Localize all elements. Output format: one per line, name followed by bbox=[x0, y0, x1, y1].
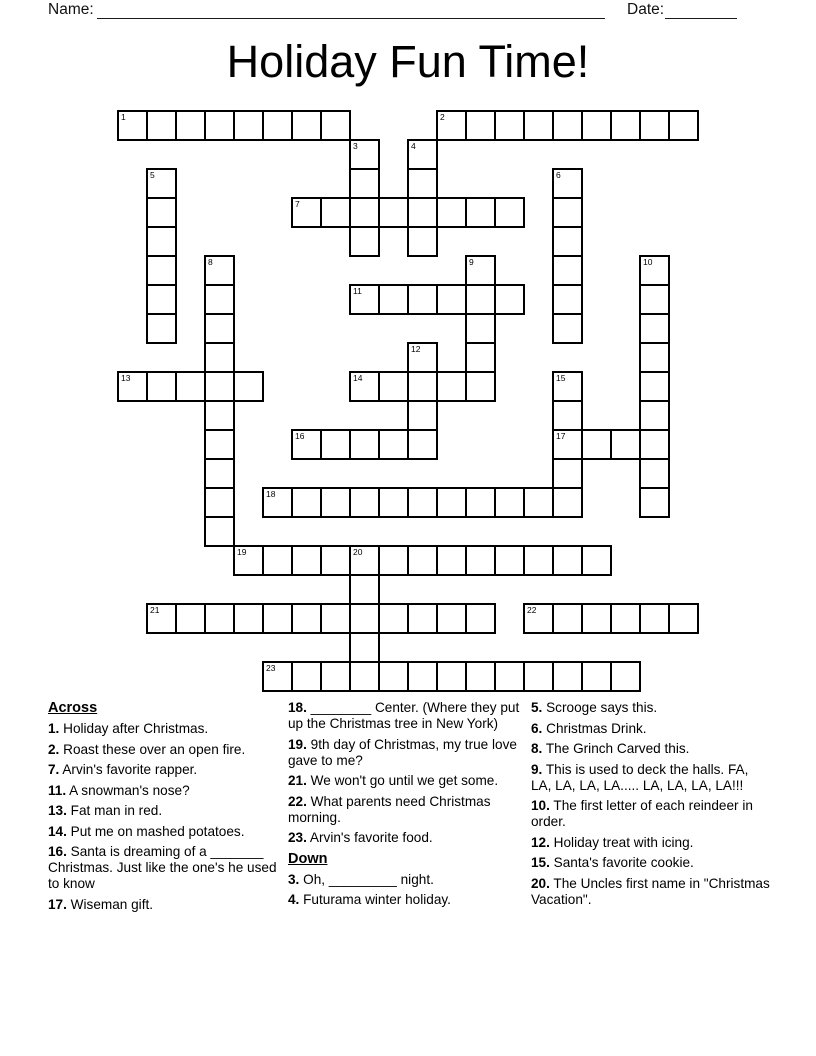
grid-cell[interactable] bbox=[552, 371, 583, 402]
clue-text: Arvin's favorite food. bbox=[306, 830, 433, 845]
grid-cell[interactable] bbox=[233, 545, 264, 576]
grid-cell[interactable] bbox=[349, 226, 380, 257]
grid-cell[interactable] bbox=[581, 661, 612, 692]
grid-cell[interactable] bbox=[494, 487, 525, 518]
clue-text: We won't go until we get some. bbox=[306, 773, 499, 788]
grid-cell[interactable] bbox=[465, 110, 496, 141]
cell-number: 20 bbox=[353, 547, 363, 557]
grid-cell[interactable] bbox=[436, 487, 467, 518]
clue-number: 12. bbox=[531, 834, 550, 850]
cell-number: 11 bbox=[353, 286, 362, 296]
grid-cell[interactable] bbox=[639, 487, 670, 518]
grid-cell[interactable] bbox=[494, 197, 525, 228]
clue-text: Santa's favorite cookie. bbox=[549, 855, 694, 870]
cell-number: 9 bbox=[469, 257, 474, 267]
grid-cell[interactable] bbox=[233, 603, 264, 634]
grid-cell[interactable] bbox=[552, 255, 583, 286]
grid-cell[interactable] bbox=[407, 168, 438, 199]
clue-number: 21. bbox=[288, 773, 307, 788]
grid-cell[interactable] bbox=[465, 371, 496, 402]
grid-cell[interactable] bbox=[465, 603, 496, 634]
grid-cell[interactable] bbox=[523, 603, 554, 634]
grid-cell[interactable] bbox=[175, 110, 206, 141]
clue-item bbox=[288, 700, 525, 732]
grid-cell[interactable] bbox=[639, 342, 670, 373]
grid-cell[interactable] bbox=[552, 226, 583, 257]
clue-number: 10. bbox=[531, 798, 550, 813]
grid-cell[interactable] bbox=[407, 284, 438, 315]
grid-cell[interactable] bbox=[436, 371, 467, 402]
clue-text: Holiday after Christmas. bbox=[59, 721, 209, 736]
clue-text: Wiseman gift. bbox=[66, 896, 154, 912]
grid-cell[interactable] bbox=[204, 255, 235, 286]
grid-cell[interactable] bbox=[233, 110, 264, 141]
grid-cell[interactable] bbox=[378, 545, 409, 576]
clue-number: 16. bbox=[48, 844, 67, 859]
clue-item bbox=[48, 897, 282, 913]
grid-cell[interactable] bbox=[639, 458, 670, 489]
clue-number: 8. bbox=[531, 741, 543, 756]
grid-cell[interactable] bbox=[465, 342, 496, 373]
cell-number: 1 bbox=[121, 112, 126, 122]
grid-cell[interactable] bbox=[349, 487, 380, 518]
grid-cell[interactable] bbox=[465, 661, 496, 692]
grid-cell[interactable] bbox=[117, 371, 148, 402]
cell-number: 8 bbox=[208, 257, 213, 267]
clue-item bbox=[48, 762, 282, 778]
grid-cell[interactable] bbox=[436, 545, 467, 576]
cell-number: 18 bbox=[266, 489, 276, 499]
grid-cell[interactable] bbox=[668, 110, 699, 141]
grid-cell[interactable] bbox=[175, 603, 206, 634]
cell-number: 5 bbox=[150, 170, 155, 180]
grid-cell[interactable] bbox=[552, 284, 583, 315]
grid-cell[interactable] bbox=[291, 110, 322, 141]
clue-number: 3. bbox=[288, 871, 300, 887]
date-label: Date: bbox=[627, 1, 665, 18]
grid-cell[interactable] bbox=[378, 284, 409, 315]
grid-cell[interactable] bbox=[349, 371, 380, 402]
clue-item bbox=[48, 742, 282, 758]
grid-cell[interactable] bbox=[378, 371, 409, 402]
clue-item bbox=[288, 737, 525, 769]
clue-item bbox=[48, 844, 282, 892]
grid-cell[interactable] bbox=[407, 197, 438, 228]
grid-cell[interactable] bbox=[639, 400, 670, 431]
grid-cell[interactable] bbox=[291, 429, 322, 460]
clue-number: 7. bbox=[48, 762, 60, 777]
page-title: Holiday Fun Time! bbox=[226, 36, 590, 87]
grid-cell[interactable] bbox=[146, 371, 177, 402]
clue-text: Fat man in red. bbox=[66, 803, 163, 818]
grid-cell[interactable] bbox=[407, 661, 438, 692]
grid-cell[interactable] bbox=[349, 603, 380, 634]
clue-text: Holiday treat with icing. bbox=[549, 834, 694, 850]
clue-item bbox=[288, 773, 525, 789]
grid-cell[interactable] bbox=[552, 487, 583, 518]
clue-number: 14. bbox=[48, 823, 67, 839]
clue-text: This is used to deck the halls. FA, LA, LA, LA, LA..... LA, LA, LA, LA!!! bbox=[531, 761, 749, 793]
grid-cell[interactable] bbox=[204, 487, 235, 518]
grid-cell[interactable] bbox=[494, 545, 525, 576]
grid-cell[interactable] bbox=[494, 661, 525, 692]
grid-cell[interactable] bbox=[552, 603, 583, 634]
clue-number: 13. bbox=[48, 803, 67, 818]
grid-cell[interactable] bbox=[146, 603, 177, 634]
grid-cell[interactable] bbox=[581, 545, 612, 576]
clue-number: 5. bbox=[531, 700, 543, 715]
grid-cell[interactable] bbox=[407, 226, 438, 257]
grid-cell[interactable] bbox=[262, 661, 293, 692]
grid-cell[interactable] bbox=[349, 284, 380, 315]
clue-text: The Uncles first name in "Christmas Vacation". bbox=[531, 875, 770, 907]
cell-number: 3 bbox=[353, 141, 358, 151]
cell-number: 14 bbox=[353, 373, 363, 383]
clue-number: 19. bbox=[288, 736, 307, 752]
clue-number: 18. bbox=[288, 700, 307, 715]
grid-cell[interactable] bbox=[204, 603, 235, 634]
grid-cell[interactable] bbox=[262, 487, 293, 518]
grid-cell[interactable] bbox=[552, 661, 583, 692]
clue-text: Put me on mashed potatoes. bbox=[66, 823, 245, 839]
crossword-grid bbox=[117, 110, 699, 692]
clue-number: 20. bbox=[531, 875, 550, 891]
clue-number: 22. bbox=[288, 793, 307, 809]
clue-item bbox=[48, 824, 282, 840]
grid-cell[interactable] bbox=[552, 545, 583, 576]
grid-cell[interactable] bbox=[349, 632, 380, 663]
grid-cell[interactable] bbox=[349, 574, 380, 605]
grid-cell[interactable] bbox=[523, 661, 554, 692]
clues-section-header: Down bbox=[288, 850, 328, 867]
grid-cell[interactable] bbox=[610, 429, 641, 460]
grid-cell[interactable] bbox=[320, 545, 351, 576]
grid-cell[interactable] bbox=[349, 168, 380, 199]
cell-number: 4 bbox=[411, 141, 416, 151]
clue-text: Arvin's favorite rapper. bbox=[59, 762, 198, 777]
grid-cell[interactable] bbox=[378, 429, 409, 460]
grid-cell[interactable] bbox=[407, 400, 438, 431]
grid-cell[interactable] bbox=[552, 429, 583, 460]
clue-number: 2. bbox=[48, 741, 60, 757]
clue-item bbox=[48, 803, 282, 819]
grid-cell[interactable] bbox=[378, 197, 409, 228]
clues-column-2 bbox=[288, 700, 525, 913]
grid-cell[interactable] bbox=[117, 110, 148, 141]
grid-cell[interactable] bbox=[436, 197, 467, 228]
grid-cell[interactable] bbox=[262, 110, 293, 141]
grid-cell[interactable] bbox=[146, 226, 177, 257]
clue-text: Oh, _________ night. bbox=[299, 871, 434, 887]
grid-cell[interactable] bbox=[436, 603, 467, 634]
clue-item bbox=[288, 872, 525, 888]
grid-cell[interactable] bbox=[407, 603, 438, 634]
grid-cell[interactable] bbox=[639, 371, 670, 402]
grid-cell[interactable] bbox=[581, 110, 612, 141]
grid-cell[interactable] bbox=[465, 284, 496, 315]
grid-cell[interactable] bbox=[610, 110, 641, 141]
clue-text: Scrooge says this. bbox=[542, 700, 658, 715]
grid-cell[interactable] bbox=[320, 603, 351, 634]
grid-cell[interactable] bbox=[320, 110, 351, 141]
grid-cell[interactable] bbox=[436, 284, 467, 315]
cell-number: 19 bbox=[237, 547, 247, 557]
grid-cell[interactable] bbox=[291, 487, 322, 518]
grid-cell[interactable] bbox=[407, 487, 438, 518]
cell-number: 23 bbox=[266, 663, 276, 673]
cell-number: 17 bbox=[556, 431, 566, 441]
clue-text: A snowman's nose? bbox=[66, 782, 190, 798]
name-blank-line[interactable] bbox=[97, 17, 605, 19]
clue-item bbox=[288, 794, 525, 826]
grid-cell[interactable] bbox=[465, 197, 496, 228]
name-label: Name: bbox=[48, 1, 94, 18]
clue-item bbox=[288, 892, 525, 908]
grid-cell[interactable] bbox=[204, 400, 235, 431]
grid-cell[interactable] bbox=[291, 603, 322, 634]
grid-cell[interactable] bbox=[639, 284, 670, 315]
cell-number: 12 bbox=[411, 344, 421, 354]
grid-cell[interactable] bbox=[204, 516, 235, 547]
cell-number: 13 bbox=[121, 373, 131, 383]
grid-cell[interactable] bbox=[552, 458, 583, 489]
clue-number: 11. bbox=[48, 782, 67, 798]
grid-cell[interactable] bbox=[378, 487, 409, 518]
grid-cell[interactable] bbox=[523, 545, 554, 576]
grid-cell[interactable] bbox=[233, 371, 264, 402]
grid-cell[interactable] bbox=[639, 429, 670, 460]
grid-cell[interactable] bbox=[146, 168, 177, 199]
grid-cell[interactable] bbox=[146, 255, 177, 286]
clue-item bbox=[288, 830, 525, 846]
clue-number: 17. bbox=[48, 896, 67, 912]
grid-cell[interactable] bbox=[146, 313, 177, 344]
grid-cell[interactable] bbox=[552, 313, 583, 344]
clue-number: 23. bbox=[288, 830, 307, 845]
date-blank-line[interactable] bbox=[665, 17, 737, 19]
grid-cell[interactable] bbox=[552, 197, 583, 228]
clue-number: 9. bbox=[531, 761, 543, 777]
clue-text: Futurama winter holiday. bbox=[299, 892, 451, 907]
cell-number: 2 bbox=[440, 112, 445, 122]
grid-cell[interactable] bbox=[610, 603, 641, 634]
grid-cell[interactable] bbox=[146, 197, 177, 228]
grid-cell[interactable] bbox=[204, 429, 235, 460]
grid-cell[interactable] bbox=[204, 284, 235, 315]
clues-column-3 bbox=[531, 700, 771, 912]
grid-cell[interactable] bbox=[407, 139, 438, 170]
grid-cell[interactable] bbox=[291, 545, 322, 576]
clue-text: Santa is dreaming of a _______ Christmas. Just like the one's he used to know bbox=[48, 844, 277, 891]
clue-number: 4. bbox=[288, 892, 300, 907]
grid-cell[interactable] bbox=[436, 110, 467, 141]
grid-cell[interactable] bbox=[349, 661, 380, 692]
grid-cell[interactable] bbox=[407, 545, 438, 576]
grid-cell[interactable] bbox=[465, 313, 496, 344]
grid-cell[interactable] bbox=[204, 313, 235, 344]
grid-cell[interactable] bbox=[610, 661, 641, 692]
cell-number: 21 bbox=[150, 605, 160, 615]
cell-number: 7 bbox=[295, 199, 300, 209]
grid-cell[interactable] bbox=[175, 371, 206, 402]
grid-cell[interactable] bbox=[262, 603, 293, 634]
cell-number: 22 bbox=[527, 605, 537, 615]
grid-cell[interactable] bbox=[581, 429, 612, 460]
clues-column-1 bbox=[48, 700, 282, 917]
grid-cell[interactable] bbox=[494, 284, 525, 315]
clue-item bbox=[531, 798, 771, 830]
grid-cell[interactable] bbox=[378, 603, 409, 634]
clue-text: ________ Center. (Where they put up the Christmas tree in New York) bbox=[288, 700, 520, 731]
clue-text: Roast these over an open fire. bbox=[59, 741, 246, 757]
clue-item bbox=[48, 783, 282, 799]
grid-cell[interactable] bbox=[407, 429, 438, 460]
grid-cell[interactable] bbox=[320, 429, 351, 460]
grid-cell[interactable] bbox=[146, 110, 177, 141]
grid-cell[interactable] bbox=[349, 197, 380, 228]
clue-number: 1. bbox=[48, 721, 60, 736]
grid-cell[interactable] bbox=[465, 545, 496, 576]
clue-text: The Grinch Carved this. bbox=[542, 741, 690, 756]
grid-cell[interactable] bbox=[349, 545, 380, 576]
grid-cell[interactable] bbox=[523, 487, 554, 518]
clue-number: 15. bbox=[531, 855, 550, 870]
grid-cell[interactable] bbox=[639, 603, 670, 634]
grid-cell[interactable] bbox=[639, 313, 670, 344]
clues-section-header: Across bbox=[48, 700, 98, 716]
grid-cell[interactable] bbox=[494, 110, 525, 141]
clue-item bbox=[531, 855, 771, 871]
grid-cell[interactable] bbox=[320, 661, 351, 692]
grid-cell[interactable] bbox=[320, 197, 351, 228]
grid-cell[interactable] bbox=[262, 545, 293, 576]
grid-cell[interactable] bbox=[378, 661, 409, 692]
clue-item bbox=[48, 721, 282, 737]
grid-cell[interactable] bbox=[668, 603, 699, 634]
cell-number: 6 bbox=[556, 170, 561, 180]
grid-cell[interactable] bbox=[291, 197, 322, 228]
grid-cell[interactable] bbox=[320, 487, 351, 518]
grid-cell[interactable] bbox=[639, 110, 670, 141]
grid-cell[interactable] bbox=[465, 487, 496, 518]
grid-cell[interactable] bbox=[204, 371, 235, 402]
clue-item bbox=[531, 876, 771, 908]
grid-cell[interactable] bbox=[204, 458, 235, 489]
clue-text: Christmas Drink. bbox=[542, 720, 647, 736]
clue-item bbox=[531, 835, 771, 851]
grid-cell[interactable] bbox=[204, 342, 235, 373]
grid-cell[interactable] bbox=[146, 284, 177, 315]
cell-number: 16 bbox=[295, 431, 305, 441]
grid-cell[interactable] bbox=[436, 661, 467, 692]
grid-cell[interactable] bbox=[639, 255, 670, 286]
clue-text: The first letter of each reindeer in order. bbox=[531, 798, 753, 829]
clue-item bbox=[531, 721, 771, 737]
grid-cell[interactable] bbox=[552, 400, 583, 431]
grid-cell[interactable] bbox=[523, 110, 554, 141]
clue-text: What parents need Christmas morning. bbox=[288, 793, 491, 825]
clue-item bbox=[531, 700, 771, 716]
grid-cell[interactable] bbox=[291, 661, 322, 692]
cell-number: 10 bbox=[643, 257, 653, 267]
grid-cell[interactable] bbox=[552, 168, 583, 199]
clue-item bbox=[531, 741, 771, 757]
clue-number: 6. bbox=[531, 720, 543, 736]
cell-number: 15 bbox=[556, 373, 566, 383]
clue-text: 9th day of Christmas, my true love gave to me? bbox=[288, 736, 517, 768]
grid-cell[interactable] bbox=[349, 139, 380, 170]
grid-cell[interactable] bbox=[349, 429, 380, 460]
grid-cell[interactable] bbox=[552, 110, 583, 141]
grid-cell[interactable] bbox=[581, 603, 612, 634]
grid-cell[interactable] bbox=[407, 371, 438, 402]
clue-item bbox=[531, 762, 771, 794]
grid-cell[interactable] bbox=[465, 255, 496, 286]
grid-cell[interactable] bbox=[204, 110, 235, 141]
grid-cell[interactable] bbox=[407, 342, 438, 373]
